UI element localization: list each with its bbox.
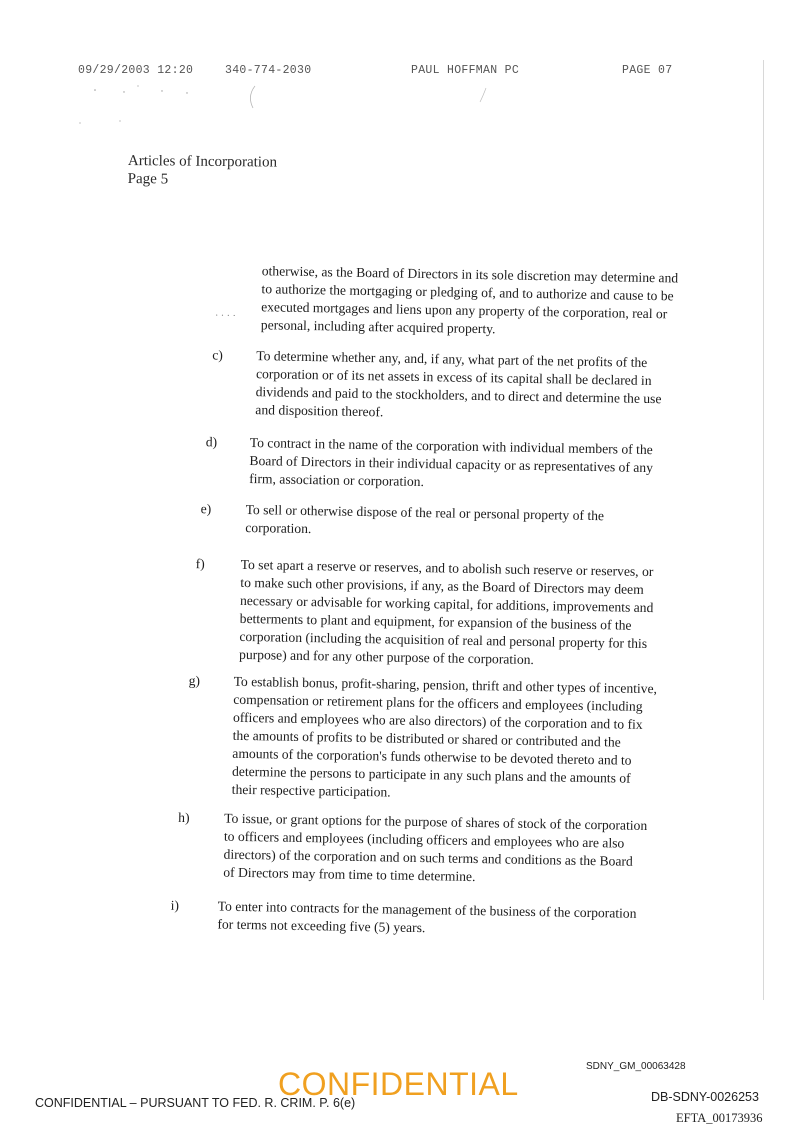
paragraph-g xyxy=(232,673,680,807)
text-line: betterments to plant and equipment, for expansion of the business of the xyxy=(239,610,632,633)
fax-date-time: 09/29/2003 12:20 xyxy=(78,64,194,77)
text-line: determine the persons to participate in any such plans and the amounts of xyxy=(231,763,631,786)
document-page-label: Page 5 xyxy=(127,170,169,188)
text-line: to make such other provisions, if any, as the Board of Directors may deem xyxy=(240,574,644,597)
text-line: To sell or otherwise dispose of the real or personal property of the xyxy=(245,501,605,524)
text-line: necessary or advisable for working capital, for additions, improvements and xyxy=(239,592,654,616)
text-line: To establish bonus, profit-sharing, pension, thrift and other types of incentive, xyxy=(233,673,658,697)
text-line: and disposition thereof. xyxy=(255,402,384,420)
text-line: amounts of the corporation's funds otherwise to be devoted thereto and to xyxy=(232,745,632,768)
document-heading xyxy=(128,152,277,190)
text-line: to authorize the mortgaging or pledging of, and to authorize and cause to be xyxy=(261,281,674,304)
text-line: firm, association or corporation. xyxy=(249,471,425,490)
item-letter-e: e) xyxy=(200,501,212,517)
text-line: To contract in the name of the corporation with individual members of the xyxy=(249,435,653,458)
paragraph-d xyxy=(249,434,692,496)
document-title: Articles of Incorporation xyxy=(127,152,278,171)
text-line: purpose) and for any other purpose of the corporation. xyxy=(238,646,535,668)
item-letter-i: i) xyxy=(170,897,180,913)
text-line: officers and employees who are also directors) of the corporation and to fix xyxy=(232,709,643,732)
text-line: corporation or of its net assets in excess of its capital shall be declared in xyxy=(255,366,652,389)
item-letter-h: h) xyxy=(178,809,190,826)
confidential-notice: CONFIDENTIAL – PURSUANT TO FED. R. CRIM. P. 6(e) xyxy=(35,1096,356,1110)
paragraph-e xyxy=(245,501,688,545)
text-line: corporation. xyxy=(245,519,312,537)
paragraph-f xyxy=(239,556,685,672)
text-line: otherwise, as the Board of Directors in its sole discretion may determine and xyxy=(261,263,679,286)
text-line: to officers and employees (including officers and employees who are also xyxy=(223,828,625,851)
fax-header xyxy=(78,64,718,80)
fax-phone-number: 340-774-2030 xyxy=(225,64,312,77)
text-line: compensation or retirement plans for the officers and employees (including xyxy=(233,691,643,714)
text-line: To enter into contracts for the management of the business of the corporation xyxy=(217,898,637,921)
text-line: To set apart a reserve or reserves, and to abolish such reserve or reserves, or xyxy=(240,556,654,580)
text-line: personal, including after acquired property. xyxy=(260,317,496,337)
scan-specks xyxy=(0,80,794,140)
bates-number-db: DB-SDNY-0026253 xyxy=(651,1090,759,1104)
paragraph-i xyxy=(217,898,666,942)
text-line: To issue, or grant options for the purpose of shares of stock of the corporation xyxy=(224,810,648,834)
paragraph-continuation xyxy=(261,262,702,342)
text-line: Board of Directors in their individual capacity or as representatives of any xyxy=(249,453,654,476)
item-letter-d: d) xyxy=(205,434,218,450)
text-line: the amounts of profits to be distributed or shared or contributed and the xyxy=(232,727,621,750)
scan-edge-line xyxy=(763,60,764,1000)
text-line: executed mortgages and liens upon any property of the corporation, real or xyxy=(261,299,668,322)
scan-mark: · · · · xyxy=(214,310,236,322)
fax-sender: PAUL HOFFMAN PC xyxy=(411,64,520,77)
confidential-stamp: CONFIDENTIAL xyxy=(278,1066,519,1102)
item-letter-g: g) xyxy=(188,672,201,689)
text-line: for terms not exceeding five (5) years. xyxy=(217,916,426,936)
fax-page-number: PAGE 07 xyxy=(622,64,673,77)
paragraph-h xyxy=(223,810,672,890)
text-line: of Directors may from time to time determine. xyxy=(223,864,476,885)
text-line: directors) of the corporation and on such terms and conditions as the Board xyxy=(223,846,633,869)
item-letter-c: c) xyxy=(212,347,224,363)
text-line: dividends and paid to the stockholders, and to direct and determine the use xyxy=(255,384,662,407)
bates-number-gm: SDNY_GM_00063428 xyxy=(586,1061,686,1072)
text-line: corporation (including the acquisition of real and personal property for this xyxy=(239,628,648,651)
item-letter-f: f) xyxy=(195,556,205,572)
text-line: To determine whether any, and, if any, what part of the net profits of the xyxy=(256,348,648,370)
paragraph-c xyxy=(255,347,698,427)
efta-number: EFTA_00173936 xyxy=(676,1111,763,1125)
text-line: their respective participation. xyxy=(231,781,391,800)
